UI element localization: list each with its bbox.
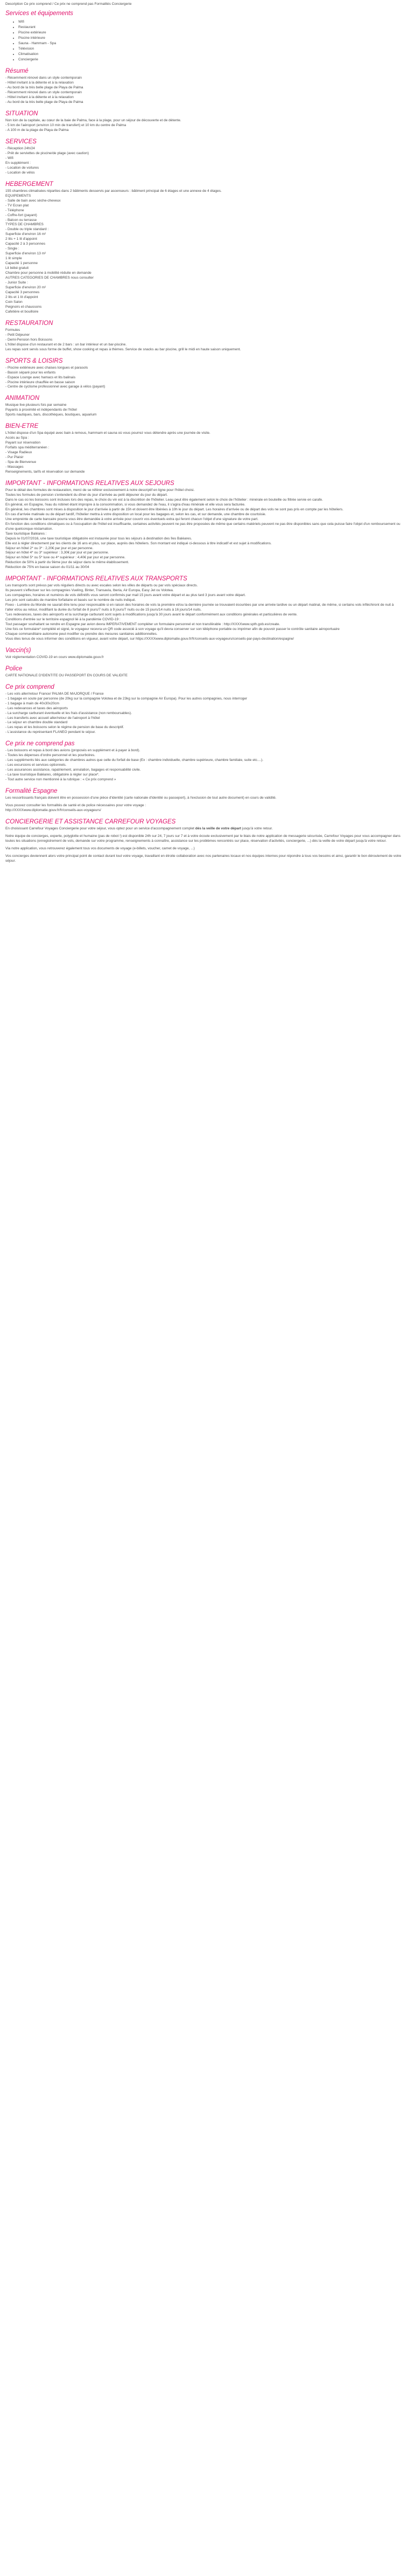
services-list-item: • Conciergerie bbox=[18, 57, 403, 63]
text-line: - 1 bagage à main de 40x30x20cm bbox=[5, 701, 60, 705]
text-line: Réduction de 50% à partir du 9ème jour de séjour dans le même établissement. bbox=[5, 560, 129, 565]
text-line: - Les assurances assistance, rapatriement, annulation, bagages et responsabilité civile. bbox=[5, 768, 141, 772]
services2-body bbox=[5, 147, 403, 176]
text-line: L'hôtel dispose d'un restaurant et de 2 bars : un bar intérieur et un bar-piscine. bbox=[5, 342, 127, 347]
text-line: Taxe touristique Baléares : bbox=[5, 531, 47, 536]
conciergerie-p1-a: En choisissant Carrefour Voyages Conciergerie pour votre séjour, vous optez pour un service d'accompagnement complet bbox=[5, 826, 195, 830]
text-line: Coin Salon bbox=[5, 300, 23, 304]
resume-body bbox=[5, 76, 403, 105]
text-line: - Spa de Bienvenue bbox=[5, 460, 37, 465]
price-includes-body bbox=[5, 692, 403, 736]
text-line: - Centre de cyclisme professionnel avec garage à vélos (payant) bbox=[5, 385, 105, 389]
text-line: - Les excursions et services optionnels. bbox=[5, 763, 67, 767]
police-body bbox=[5, 674, 403, 678]
text-line: Forfaits spa méditerranéen : bbox=[5, 446, 50, 450]
vaccins-body bbox=[5, 655, 403, 660]
sports-body bbox=[5, 366, 403, 390]
services2-heading: SERVICES bbox=[5, 139, 37, 145]
text-line: - Piscine intérieure chauffée en basse saison bbox=[5, 380, 75, 384]
text-line: Sports nautiques, bars, discothèques, boutiques, aquarium bbox=[5, 413, 97, 417]
text-line: Accès au Spa : bbox=[5, 436, 29, 440]
text-line: Cafetière et bouilloire bbox=[5, 309, 39, 314]
conciergerie-p1 bbox=[5, 827, 403, 832]
text-line: En supplément : bbox=[5, 161, 31, 165]
text-line: AUTRES CATEGORIES DE CHAMBRES nous consulter bbox=[5, 276, 94, 280]
text-line: Une empreinte de carte bancaire pourra vous être demandée à votre arrivée pour couvrir vos éventuels extra qui feront chacun l'objet d'une signature de votre part. bbox=[5, 517, 259, 521]
text-line: En fonction des conditions climatiques ou à l'occupation de l'hôtel est insuffisante, certaines activités peuvent ne pas être proposées de même que certains matériels peuvent ne pas être disponibles sans que cela puisse faire l'objet d'un remboursement ou d'une quelconque réclamation. bbox=[5, 522, 400, 531]
text-line: - Réception 24h/24 bbox=[5, 146, 35, 150]
conciergerie-heading: CONCIERGERIE ET ASSISTANCE CARREFOUR VOYAGES bbox=[5, 818, 176, 825]
text-line: 2 lits et 1 lit d'appoint bbox=[5, 295, 38, 299]
text-line: - Téléphone bbox=[5, 208, 24, 212]
text-line: Les prix sont calculés de manière forfaitaire et basés sur le nombre de nuits indiqué. bbox=[5, 598, 136, 603]
text-line: - Les redevances et taxes des aéroports bbox=[5, 706, 68, 710]
vaccins-heading: Vaccin(s) bbox=[5, 647, 31, 654]
important-sejours-heading: IMPORTANT - INFORMATIONS RELATIVES AUX SEJOURS bbox=[5, 480, 174, 487]
text-line: Non loin de la capitale, au cœur de la baie de Palma, face à la plage, pour un séjour de découverte et de détente. bbox=[5, 119, 181, 123]
text-line: - Single : bbox=[5, 247, 19, 251]
text-line: - Demi-Pension hors Boissons bbox=[5, 337, 53, 342]
text-line: - Tout autre service non mentionné à la rubrique : « Ce prix comprend » bbox=[5, 778, 116, 782]
text-line: Renseignements, tarifs et réservation sur demande bbox=[5, 469, 85, 474]
services-list-item: • Sauna - Hammam - Spa bbox=[18, 41, 403, 46]
services-list bbox=[5, 19, 403, 63]
text-line: EQUIPEMENTS bbox=[5, 193, 31, 198]
text-line: - Salle de bain avec sèche-cheveux bbox=[5, 198, 61, 203]
conciergerie-p2: Notre équipe de concierges, experte, polyglotte et humaine (pas de robot !) est disponible 24h sur 24, 7 jours sur 7 et à votre écoute exclusivement par le biais de notre application de messagerie sécurisée, Carrefour Voyages pour vous accompagner dans toutes les situations (enregistrement de vols, demande sur votre programme, renseignements à connaître, assistance sur les problèmes rencontrés sur place, réservation d'activités, conciergerie, ...) dès la veille de votre départ jusqu'à votre retour. bbox=[5, 834, 400, 843]
text-line: Conditions d'entrée sur le territoire espagnol lié à la pandémie COVID-19 : bbox=[5, 618, 121, 622]
text-line: - Les transferts avec accueil aller/retour de l'aéroport à l'hôtel bbox=[5, 716, 100, 720]
services-list-item: • Wifi bbox=[18, 19, 403, 25]
text-line: Séjour en hôtel 4* ou 3* supérieur : 3,30€ par jour et par personne. bbox=[5, 551, 109, 555]
text-line: 2 lits + 1 lit d'appoint bbox=[5, 237, 37, 241]
police-heading: Police bbox=[5, 665, 23, 672]
price-excludes-body bbox=[5, 749, 403, 783]
text-line: Peignoirs et chaussons bbox=[5, 304, 42, 309]
formalite-p1: Les ressortissants français doivent être en possession d'une pièce d'identité (carte nationale d'identité ou passeport), à l'exclusion de tout autre document) en cours de validité. bbox=[5, 796, 277, 800]
text-line: Les repas sont servis sous forme de buffet, show cooking et repas à thèmes. Service de snacks au bar piscine, grill le midi en haute saison uniquement. bbox=[5, 347, 241, 351]
animation-heading: ANIMATION bbox=[5, 395, 40, 402]
conciergerie-p1-b: dès la veille de votre départ bbox=[195, 826, 242, 830]
text-line: - La taxe touristique Baléares, obligatoire à régler sur place*. bbox=[5, 773, 100, 777]
text-line: Payant sur réservation bbox=[5, 441, 41, 445]
text-line: Vous êtes tenus de vous informer des conditions en vigueur, avant votre départ, sur https://XXXXwww.diplomatie.gouv.fr/fr/conseils-aux-voyageurs/conseils-par-pays-destination/espagne/ bbox=[5, 636, 294, 641]
text-line: Superficie d'environ 20 m² bbox=[5, 286, 46, 290]
text-line: TYPES DE CHAMBRES bbox=[5, 223, 44, 227]
conciergerie-p4: Vos concierges deviennent alors votre principal point de contact durant tout votre voyage, travaillant en étroite collaboration avec nos partenaires locaux et nos équipes internes pour répondre à tous vos besoins et ainsi, garantir le bon déroulement de votre séjour. bbox=[5, 854, 402, 863]
text-line: - Massages bbox=[5, 465, 24, 469]
text-line: - 1 bagage en soute par personne (de 20kg sur la compagnie Volotea et de 23kg sur la compagnie Air Europa). Pour les autres compagnies, nous interroger bbox=[5, 696, 248, 701]
text-line: Depuis le 01/07/2016, une taxe touristique obligatoire est instaurée pour tous les séjours à destination des îles Baléares. bbox=[5, 536, 192, 541]
hebergement-body bbox=[5, 189, 403, 315]
situation-body bbox=[5, 119, 403, 133]
services-list-item: • Piscine extérieure bbox=[18, 30, 403, 36]
text-line: - Junior Suite : bbox=[5, 281, 28, 285]
text-line: - Hôtel invitant à la détente et à la relaxation bbox=[5, 95, 74, 100]
page bbox=[0, 0, 408, 875]
text-line: - Les vols aller/retour France/ PALMA DE MAJORQUE / France bbox=[5, 691, 104, 696]
sports-heading: SPORTS & LOISIRS bbox=[5, 357, 63, 364]
conciergerie-p3: Via notre application, vous retrouverez également tous vos documents de voyage (e-billets, voucher, carnet de voyage, ...) bbox=[5, 846, 195, 850]
text-line: Voir réglementation COVID-19 en cours www.diplomatie.gouv.fr bbox=[5, 655, 104, 659]
text-line: - Les repas et les boissons selon le régime de pension de base du descriptif. bbox=[5, 725, 124, 730]
formalite-link[interactable]: http://XXXXwww.diplomatie.gouv.fr/fr/conseils-aux-voyageurs/ bbox=[5, 808, 101, 812]
bienetre-body bbox=[5, 431, 403, 475]
text-line: - La surcharge carburant éventuelle et les frais d'assistance (non remboursables). bbox=[5, 711, 132, 715]
animation-body bbox=[5, 403, 403, 418]
text-line: Séjour en hôtel 2* ou 3* : 2,20€ par jour et par personne. bbox=[5, 546, 94, 550]
situation-heading: SITUATION bbox=[5, 110, 38, 117]
text-line: Formules bbox=[5, 328, 20, 332]
text-line: Chambre pour personne à mobilité réduite en demande bbox=[5, 271, 92, 275]
text-line: Capacité 1 personne bbox=[5, 261, 38, 266]
text-line: Capacité 3 personnes bbox=[5, 290, 40, 295]
text-line: - Piscine extérieure avec chaises longues et parasols bbox=[5, 365, 88, 370]
important-transports-body bbox=[5, 584, 403, 642]
text-line: Toutes les formules de pension s'entendent du dîner du jour d'arrivée au petit déjeuner du jour du départ. bbox=[5, 493, 168, 497]
text-line: Une fois ce formulaire* complété et signé, le voyageur recevra un QR code associé à son voyage qu'il devra conserver sur son téléphone portable ou imprimer afin de pouvoir passer le contrôle sanitaire aéroportuaire bbox=[5, 627, 340, 631]
hebergement-heading: HEBERGEMENT bbox=[5, 181, 53, 188]
text-line: - Au bord de la très belle plage de Playa de Palma bbox=[5, 86, 83, 90]
text-line: - Pur Plaisir bbox=[5, 455, 24, 460]
resume-heading: Résumé bbox=[5, 68, 29, 75]
text-line: Séjour en hôtel 5* ou 5* luxe ou 4* supérieur : 4,40€ par jour et par personne. bbox=[5, 556, 125, 560]
text-line: - Bassin séparé pour les enfants bbox=[5, 370, 56, 375]
text-line: - Récemment rénové dans un style contemporain bbox=[5, 91, 82, 95]
text-line: - Toutes les dépenses d'ordre personnel et les pourboires. bbox=[5, 753, 95, 758]
text-line: Ils peuvent s'effectuer sur les compagnies Vueling, Binter, Transavia, Iberia, Air Europa, Easy Jet ou Volotea. bbox=[5, 588, 174, 593]
formalite-heading: Formalité Espagne bbox=[5, 788, 58, 795]
text-line: - Les suppléments liés aux catégories de chambres autres que celle du forfait de base (Ex : chambre individuelle, chambre supérieure, chambre familiale, suite etc....). bbox=[5, 758, 264, 763]
text-line: - Hôtel invitant à la détente et à la relaxation bbox=[5, 81, 74, 85]
important-transports-heading: IMPORTANT - INFORMATIONS RELATIVES AUX TRANSPORTS bbox=[5, 576, 187, 583]
services-list-item: • Piscine intérieure bbox=[18, 36, 403, 41]
text-line: - L'assistance du représentant FLANEO pendant le séjour. bbox=[5, 730, 96, 735]
conciergerie-p1-c: jusqu'à votre retour. bbox=[241, 826, 273, 830]
text-line: Payants à proximité et indépendants de l'hôtel bbox=[5, 408, 77, 412]
text-line: CARTE NATIONALE D'IDENTITE OU PASSEPORT EN COURS DE VALIDITE bbox=[5, 673, 128, 677]
text-line: - Récemment rénové dans un style contemporain bbox=[5, 76, 82, 80]
formalite-p2: Vous pouvez consulter les formalités de santé et de police nécessaires pour votre voyage : bbox=[5, 804, 146, 807]
text-line: Pour le détail des formules de restauration, merci de se référer exclusivement à notre descriptif en ligne pour l'hôtel choisi. bbox=[5, 488, 195, 492]
text-line: "Les redevances, taxes des aéroports et la surcharge carburant sont sujets à modifications jusqu'à 30 jours avant le départ conformément aux conditions générales et particulières de vente. bbox=[5, 613, 298, 617]
restauration-heading: RESTAURATION bbox=[5, 320, 53, 327]
text-line: Fixeo - Lumière du Monde ne saurait être tenu pour responsable si en raison des horaires de vols la première et/ou la dernière journée se trouvaient écourtées par une arrivée tardive ou un départ matinal, de même, si certains vols infléchiront de nuit à l'aller et/ou au retour, modifiant la durée du forfait de 8 jours/7 nuits à 9 jours/7 nuits ou de 15 jours/14 nuits à 16 jours/14 nuits. bbox=[5, 603, 394, 612]
text-line: Les transports sont prévus par vols réguliers directs ou avec escales selon les villes de départs ou par vols spéciaux directs. bbox=[5, 584, 198, 588]
text-line: - Double ou triple standard : bbox=[5, 227, 49, 232]
text-line: Capacité 2 à 3 personnes bbox=[5, 242, 46, 246]
services-list-item: • Restaurant bbox=[18, 25, 403, 30]
text-line: 155 chambres climatisées réparties dans 2 bâtiments desservis par ascenseurs : bâtiment principal de 6 étages et une annexe de 4 étages. bbox=[5, 189, 222, 193]
price-includes-heading: Ce prix comprend bbox=[5, 683, 54, 690]
text-line: Réduction de 75% en basse saison du 01/11 au 30/04 bbox=[5, 565, 89, 570]
important-sejours-body bbox=[5, 488, 403, 570]
restauration-body bbox=[5, 328, 403, 352]
text-line: - Visage Radieux bbox=[5, 451, 32, 455]
text-line: Lit bébé gratuit bbox=[5, 266, 29, 271]
text-line: - Location de vélos bbox=[5, 170, 35, 175]
text-line: - TV Ecran plat bbox=[5, 203, 29, 207]
text-line: - 5 km de l'aéroport (environ 10 min de transfert) et 10 km du centre de Palma bbox=[5, 123, 126, 128]
text-line: Superficie d'environ 16 m² bbox=[5, 232, 46, 237]
price-excludes-heading: Ce prix ne comprend pas bbox=[5, 740, 75, 747]
text-line: L'hôtel dispose d'un Spa équipé avec bain à remous, hammam et sauna où vous pourrez vous détendre après une journée de visite. bbox=[5, 431, 210, 435]
text-line: - Les boissons et repas à bord des avions (proposés en supplément et à payer à bord). bbox=[5, 749, 140, 753]
text-line: Musique live plusieurs fois par semaine bbox=[5, 403, 67, 407]
text-line: - Petit Déjeuner bbox=[5, 333, 30, 337]
text-line: - Balcon ou terrasse bbox=[5, 218, 37, 222]
description-line: Description Ce prix comprend / Ce prix ne comprend pas Formalités Conciergerie bbox=[5, 2, 132, 6]
text-line: Les compagnies, horaires et numéros de vols définitifs vous seront confirmés par mail 15 jours avant votre départ et au plus tard 3 jours avant votre départ. bbox=[5, 593, 246, 598]
services-heading: Services et équipements bbox=[5, 10, 73, 17]
text-line: Tout passager souhaitant se rendre en Espagne par avion devra IMPERATIVEMENT compléter un formulaire personnel et non transférable : http://XXXXwww.spth.gob.es/create. bbox=[5, 622, 280, 627]
text-line: - Au bord de la très belle plage de Playa de Palma bbox=[5, 100, 83, 105]
text-line: - Le séjour en chambre double standard bbox=[5, 721, 68, 725]
text-line: 1 lit simple bbox=[5, 257, 22, 261]
text-line: - Location de voitures bbox=[5, 165, 39, 170]
text-line: - Wifi bbox=[5, 156, 13, 160]
text-line: - Coffre-fort (payant) bbox=[5, 213, 37, 217]
text-line: Dans le cas où les boissons sont incluses lors des repas, le choix du vin est à la discrétion de l'hôtelier. Leau peut être également selon le choix de l'hôtelier : minérale en bouteille ou filtrée servie en carafe. bbox=[5, 497, 323, 502]
text-line: Elle est à régler directement par les clients de 16 ans et plus, sur place, auprès des hôteliers. Son montant est indiqué ci-dessous à titre indicatif et est sujet à modifications. bbox=[5, 541, 272, 545]
text-line: - Espace Lounge avec hamacs et lits balinais bbox=[5, 375, 76, 379]
text-line: En cas d'arrivée matinale ou de départ tardif, l'hôtelier mettra à votre disposition un local pour les bagages et, selon les cas, et sur demande, une chambre de courtoisie. bbox=[5, 512, 266, 516]
text-line: Superficie d'environ 13 m² bbox=[5, 252, 46, 256]
services-list-item: • Climatisation bbox=[18, 52, 403, 57]
text-line: Chaque commanditaire autonome peut modifier ou prendre des mesures sanitaires additionnelles. bbox=[5, 632, 158, 636]
text-line: - Prêt de serviettes de piscine/de plage (avec caution) bbox=[5, 151, 89, 155]
bienetre-heading: BIEN-ETRE bbox=[5, 423, 39, 430]
text-line: En général, les chambres sont mises à disposition le jour d'arrivée à partir de 15h et doivent être libérées à 10h le jour du départ. Les horaires d'arrivée ou de départ des vols ne sont pas pris en compte par les hôteliers. bbox=[5, 507, 343, 511]
services-list-item: • Télévision bbox=[18, 46, 403, 52]
text-line: - A 100 m de la plage de Playa de Palma bbox=[5, 128, 69, 133]
text-line: En général, en Espagne, l'eau du robinet étant impropre à la consommation, si vous demandez de l'eau, il s'agira d'eau minérale et elle vous sera facturée. bbox=[5, 502, 245, 507]
